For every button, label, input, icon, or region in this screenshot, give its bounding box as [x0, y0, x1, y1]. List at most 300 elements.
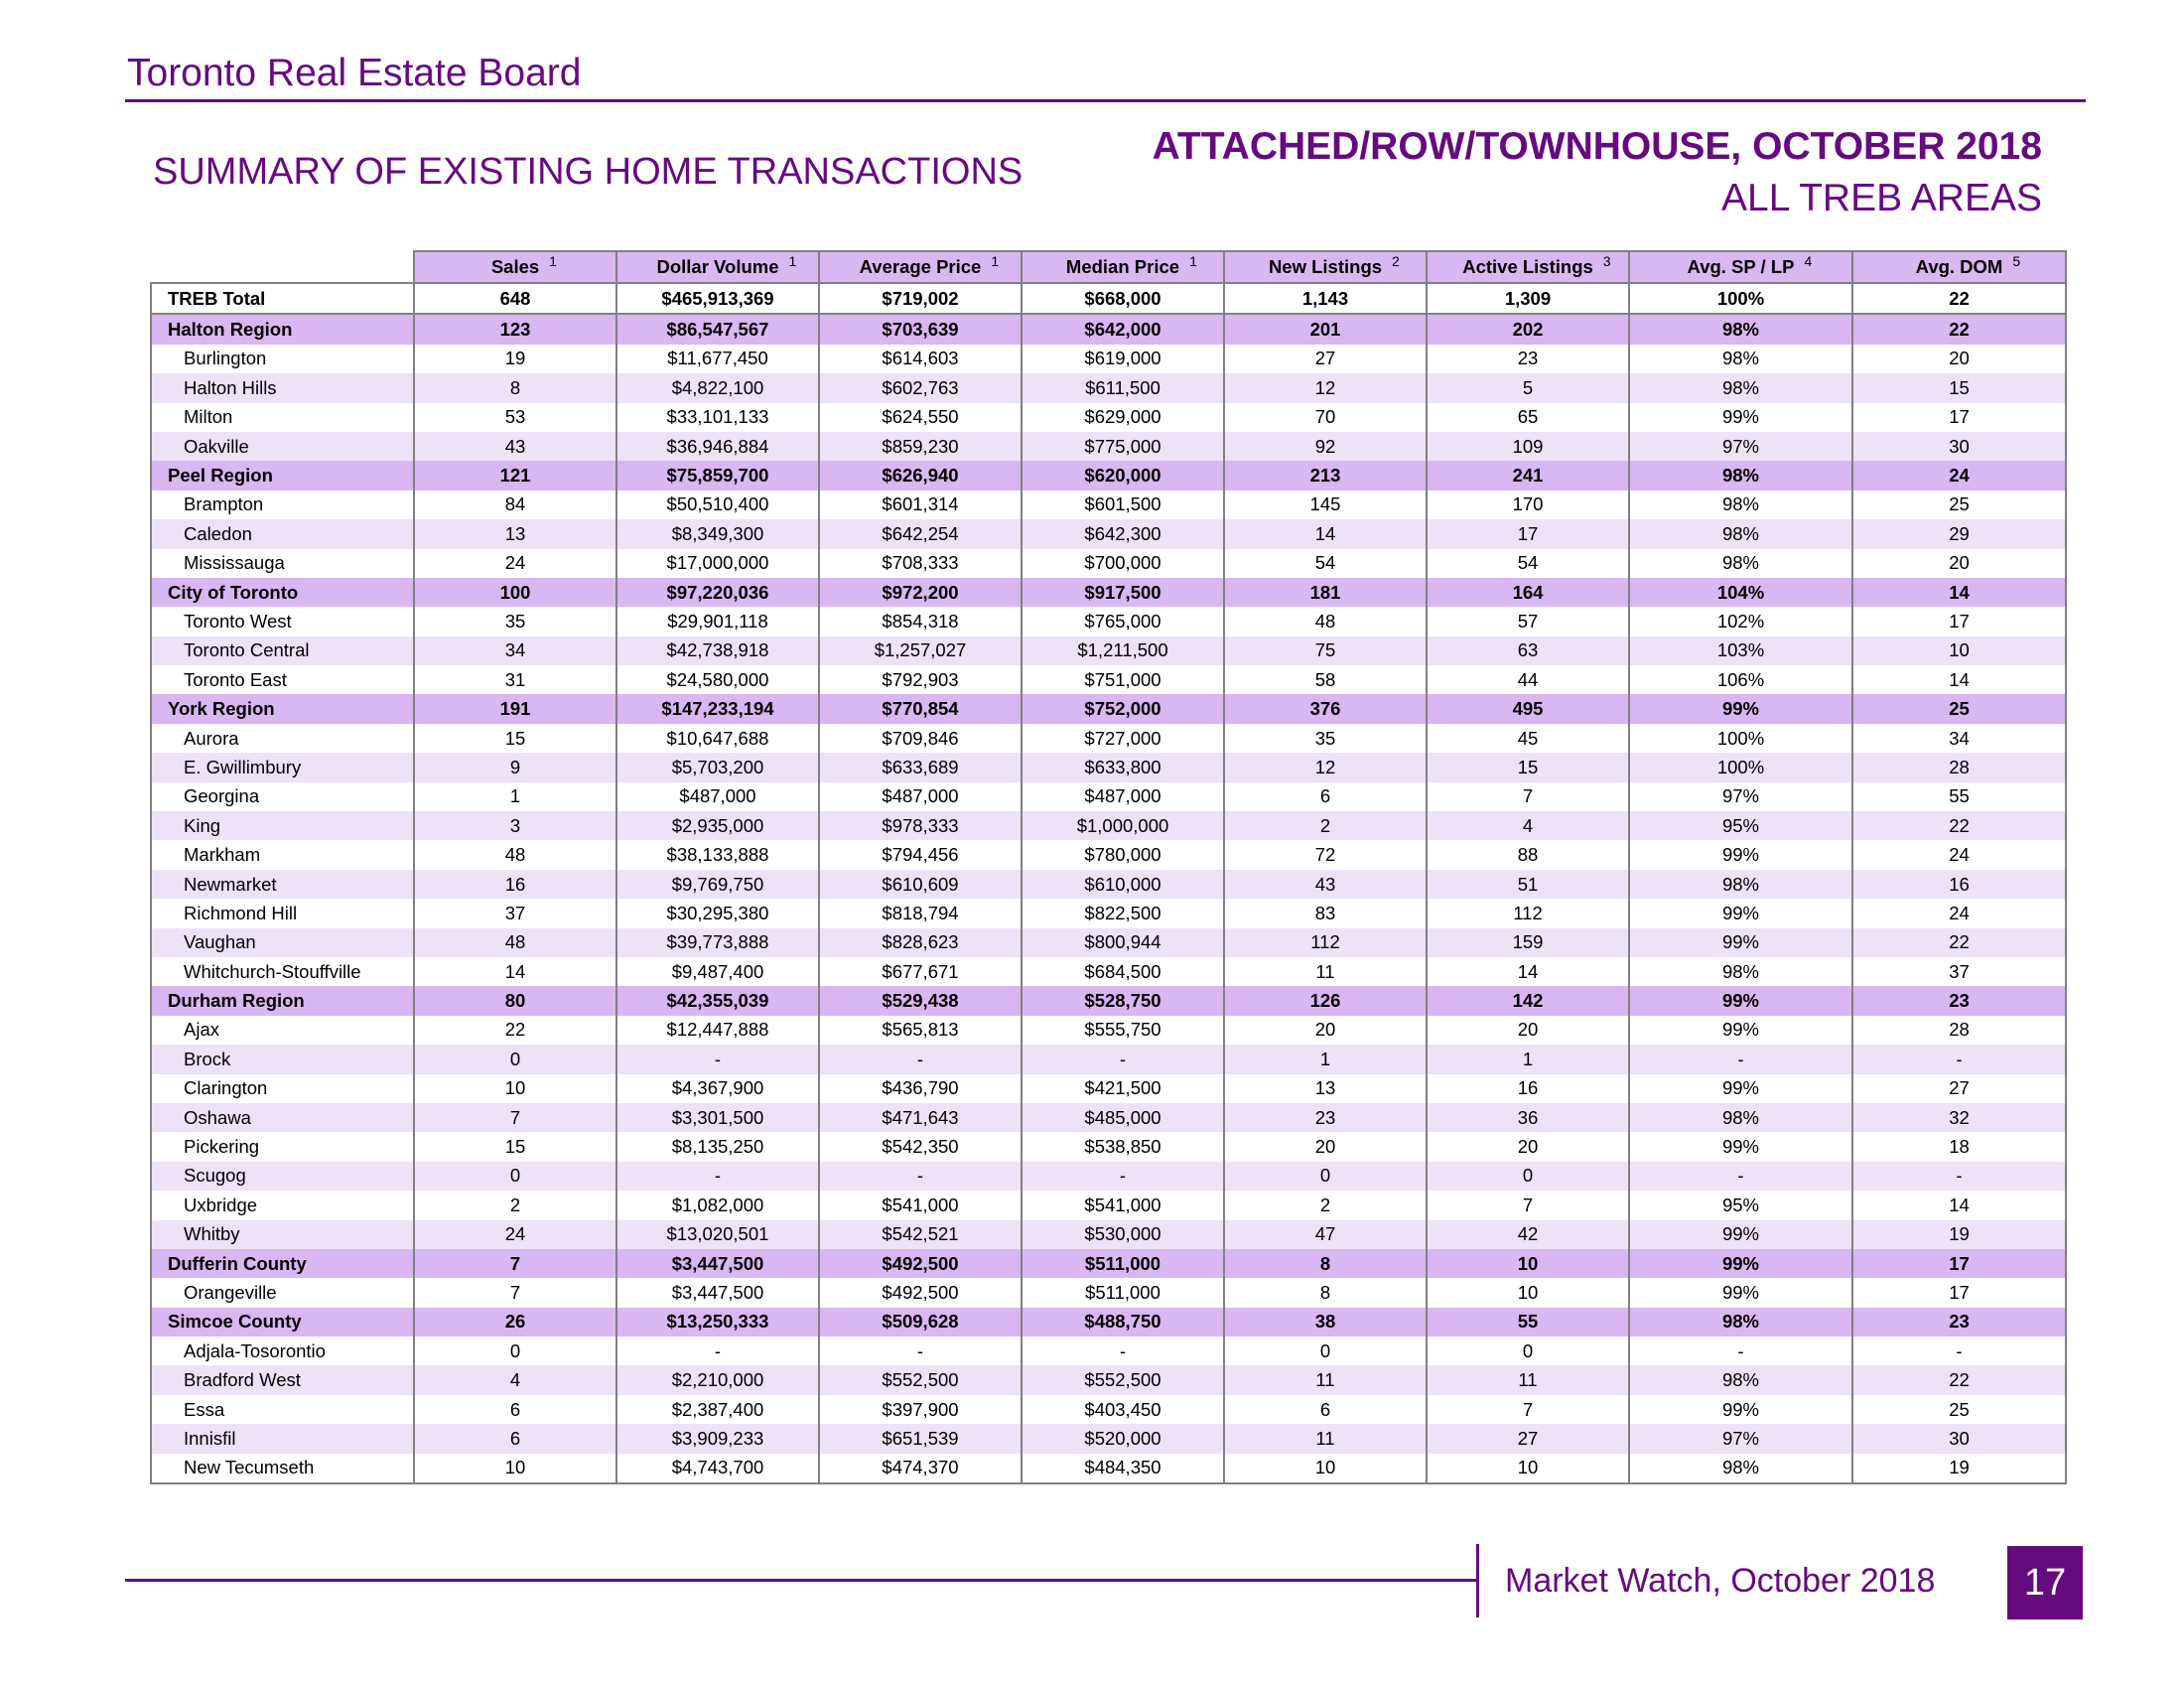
table-cell: $471,643 — [819, 1103, 1022, 1132]
area-name-text: Caledon — [184, 522, 252, 544]
table-cell: - — [1852, 1045, 2066, 1073]
table-cell: $775,000 — [1022, 432, 1224, 461]
area-name-text: Clarington — [184, 1077, 268, 1099]
table-cell: 6 — [1224, 782, 1427, 811]
table-cell: $542,350 — [819, 1132, 1022, 1161]
table-cell: 25 — [1852, 1395, 2066, 1424]
column-label: Dollar Volume — [656, 256, 779, 277]
table-cell: 29 — [1852, 519, 2066, 548]
report-areas: ALL TREB AREAS — [1721, 177, 2042, 219]
table-cell: 106% — [1629, 665, 1852, 694]
table-cell: 72 — [1224, 840, 1427, 869]
table-cell: 11 — [1224, 957, 1427, 986]
table-cell: 35 — [1224, 724, 1427, 753]
column-header — [1224, 251, 1427, 283]
table-cell: $552,500 — [1022, 1365, 1224, 1394]
table-row — [151, 1045, 2066, 1073]
table-cell: 7 — [414, 1249, 616, 1278]
table-cell: 23 — [1427, 345, 1629, 373]
table-cell: 30 — [1852, 1424, 2066, 1453]
table-cell: 11 — [1224, 1424, 1427, 1453]
table-row — [151, 549, 2066, 578]
area-name — [151, 1103, 414, 1132]
table-cell: 3 — [414, 811, 616, 840]
table-cell: 142 — [1427, 986, 1629, 1015]
table-cell: $972,200 — [819, 578, 1022, 607]
table-cell: $800,944 — [1022, 928, 1224, 957]
area-name — [151, 1220, 414, 1249]
top-divider — [125, 99, 2086, 102]
area-name-text: Brock — [184, 1048, 231, 1069]
table-cell: 99% — [1629, 694, 1852, 723]
column-header — [1629, 251, 1852, 283]
table-cell: 14 — [1427, 957, 1629, 986]
table-cell: $5,703,200 — [616, 753, 819, 781]
table-row — [151, 1074, 2066, 1103]
table-cell: 19 — [1852, 1220, 2066, 1249]
table-cell: 84 — [414, 491, 616, 519]
area-name — [151, 1395, 414, 1424]
table-cell: 2 — [414, 1191, 616, 1219]
table-cell: 98% — [1629, 373, 1852, 402]
area-name — [151, 1336, 414, 1365]
table-cell: 14 — [1852, 578, 2066, 607]
table-cell: 14 — [1224, 519, 1427, 548]
table-cell: 44 — [1427, 665, 1629, 694]
area-name — [151, 1454, 414, 1483]
table-cell: 16 — [1852, 870, 2066, 899]
table-cell: 0 — [1224, 1162, 1427, 1191]
table-cell: $3,447,500 — [616, 1249, 819, 1278]
table-cell: 100% — [1629, 753, 1852, 781]
table-cell: 99% — [1629, 928, 1852, 957]
area-name — [151, 957, 414, 986]
table-cell: $474,370 — [819, 1454, 1022, 1483]
table-cell: $684,500 — [1022, 957, 1224, 986]
table-row — [151, 870, 2066, 899]
table-cell: 0 — [414, 1045, 616, 1073]
table-cell: 19 — [414, 345, 616, 373]
area-name — [151, 665, 414, 694]
table-cell: 99% — [1629, 1395, 1852, 1424]
table-cell: 24 — [414, 549, 616, 578]
table-cell: - — [1022, 1045, 1224, 1073]
area-name — [151, 811, 414, 840]
table-cell: $611,500 — [1022, 373, 1224, 402]
table-cell: $1,211,500 — [1022, 636, 1224, 665]
table-cell: $917,500 — [1022, 578, 1224, 607]
table-cell: $42,738,918 — [616, 636, 819, 665]
table-cell: $528,750 — [1022, 986, 1224, 1015]
area-name-text: Halton Region — [168, 319, 293, 341]
table-cell: $633,689 — [819, 753, 1022, 781]
table-cell: 7 — [1427, 1191, 1629, 1219]
table-row — [151, 957, 2066, 986]
table-row — [151, 1191, 2066, 1219]
table-cell: 16 — [1427, 1074, 1629, 1103]
table-cell: 99% — [1629, 1132, 1852, 1161]
table-cell: $487,000 — [1022, 782, 1224, 811]
region-row — [151, 986, 2066, 1015]
area-name-text: Dufferin County — [168, 1252, 307, 1274]
table-cell: $86,547,567 — [616, 314, 819, 344]
area-name-text: City of Toronto — [168, 581, 299, 603]
table-row — [151, 373, 2066, 402]
area-name — [151, 491, 414, 519]
area-name — [151, 432, 414, 461]
table-cell: 98% — [1629, 519, 1852, 548]
table-cell: 5 — [1427, 373, 1629, 402]
area-name-text: E. Gwillimbury — [184, 756, 302, 777]
table-cell: - — [1629, 1336, 1852, 1365]
area-name-text: Aurora — [184, 727, 239, 749]
table-cell: 1,143 — [1224, 283, 1427, 314]
table-cell: 97% — [1629, 1424, 1852, 1453]
table-cell: 241 — [1427, 461, 1629, 490]
table-cell: 23 — [1852, 986, 2066, 1015]
area-name-text: King — [184, 814, 221, 836]
area-name-text: Peel Region — [168, 465, 273, 487]
table-cell: 0 — [414, 1336, 616, 1365]
table-cell: 14 — [1852, 1191, 2066, 1219]
table-cell: 13 — [1224, 1074, 1427, 1103]
table-cell: $626,940 — [819, 461, 1022, 490]
table-row — [151, 519, 2066, 548]
table-cell: 14 — [1852, 665, 2066, 694]
table-cell: $629,000 — [1022, 403, 1224, 432]
table-cell: 54 — [1427, 549, 1629, 578]
table-cell: 0 — [1427, 1162, 1629, 1191]
table-cell: $4,743,700 — [616, 1454, 819, 1483]
table-cell: 6 — [414, 1395, 616, 1424]
table-cell: $9,769,750 — [616, 870, 819, 899]
table-cell: 17 — [1852, 1278, 2066, 1307]
table-cell: $978,333 — [819, 811, 1022, 840]
table-body — [151, 283, 2066, 1483]
area-name — [151, 519, 414, 548]
table-cell: 4 — [1427, 811, 1629, 840]
publication-name: Market Watch, October 2018 — [1505, 1562, 1936, 1600]
table-cell: - — [616, 1045, 819, 1073]
table-cell: - — [819, 1162, 1022, 1191]
table-cell: 99% — [1629, 1220, 1852, 1249]
column-label: Sales — [490, 256, 540, 277]
table-cell: 109 — [1427, 432, 1629, 461]
table-cell: 14 — [414, 957, 616, 986]
table-cell: 0 — [1427, 1336, 1629, 1365]
table-cell: 45 — [1427, 724, 1629, 753]
area-name-text: Milton — [184, 406, 233, 428]
area-name-text: Markham — [184, 844, 261, 866]
table-cell: $530,000 — [1022, 1220, 1224, 1249]
table-cell: $538,850 — [1022, 1132, 1224, 1161]
table-cell: 65 — [1427, 403, 1629, 432]
table-cell: $780,000 — [1022, 840, 1224, 869]
table-cell: 8 — [1224, 1278, 1427, 1307]
table-cell: 22 — [1852, 283, 2066, 314]
table-cell: $610,000 — [1022, 870, 1224, 899]
table-cell: $397,900 — [819, 1395, 1022, 1424]
table-cell: 10 — [1852, 636, 2066, 665]
area-name-text: Pickering — [184, 1136, 260, 1158]
table-cell: 34 — [414, 636, 616, 665]
region-row — [151, 461, 2066, 490]
table-cell: 17 — [1852, 607, 2066, 635]
table-cell: 15 — [1427, 753, 1629, 781]
column-header — [1022, 251, 1224, 283]
column-header — [1427, 251, 1629, 283]
table-cell: 20 — [1427, 1016, 1629, 1045]
table-cell: $9,487,400 — [616, 957, 819, 986]
table-cell: $642,000 — [1022, 314, 1224, 344]
table-cell: 10 — [414, 1074, 616, 1103]
table-cell: $651,539 — [819, 1424, 1022, 1453]
table-cell: 126 — [1224, 986, 1427, 1015]
table-cell: 22 — [414, 1016, 616, 1045]
area-name — [151, 578, 414, 607]
table-row — [151, 491, 2066, 519]
table-cell: 1 — [414, 782, 616, 811]
table-cell: 100% — [1629, 724, 1852, 753]
table-cell: $642,300 — [1022, 519, 1224, 548]
table-cell: $601,500 — [1022, 491, 1224, 519]
area-name-text: Toronto East — [184, 668, 287, 690]
table-cell: $487,000 — [819, 782, 1022, 811]
area-name — [151, 753, 414, 781]
table-cell: 10 — [414, 1454, 616, 1483]
column-footnote: 1 — [549, 253, 557, 269]
table-cell: 12 — [1224, 753, 1427, 781]
table-cell: $828,623 — [819, 928, 1022, 957]
column-footnote: 2 — [1392, 253, 1400, 269]
table-cell: 25 — [1852, 694, 2066, 723]
table-cell: 80 — [414, 986, 616, 1015]
table-cell: 15 — [414, 1132, 616, 1161]
area-name — [151, 549, 414, 578]
table-cell: 159 — [1427, 928, 1629, 957]
table-cell: 22 — [1852, 811, 2066, 840]
table-cell: 17 — [1852, 1249, 2066, 1278]
table-cell: - — [1852, 1162, 2066, 1191]
column-footnote: 1 — [788, 253, 797, 269]
table-cell: 98% — [1629, 549, 1852, 578]
table-cell: 24 — [414, 1220, 616, 1249]
table-cell: 7 — [1427, 1395, 1629, 1424]
table-row — [151, 607, 2066, 635]
table-cell: 58 — [1224, 665, 1427, 694]
area-name-text: Uxbridge — [184, 1194, 258, 1215]
table-cell: $39,773,888 — [616, 928, 819, 957]
table-cell: - — [1629, 1045, 1852, 1073]
table-cell: 26 — [414, 1308, 616, 1336]
table-cell: 23 — [1224, 1103, 1427, 1132]
area-name — [151, 1278, 414, 1307]
area-name-text: Simcoe County — [168, 1311, 302, 1333]
table-cell: $541,000 — [1022, 1191, 1224, 1219]
table-cell: 2 — [1224, 811, 1427, 840]
table-cell: $3,301,500 — [616, 1103, 819, 1132]
header-corner — [151, 251, 414, 283]
table-cell: $700,000 — [1022, 549, 1224, 578]
org-title: Toronto Real Estate Board — [127, 52, 582, 94]
table-cell: 145 — [1224, 491, 1427, 519]
region-row — [151, 1249, 2066, 1278]
table-cell: 24 — [1852, 840, 2066, 869]
table-cell: 7 — [414, 1278, 616, 1307]
table-cell: 16 — [414, 870, 616, 899]
column-header — [819, 251, 1022, 283]
area-name — [151, 899, 414, 927]
area-name — [151, 314, 414, 344]
table-row — [151, 1395, 2066, 1424]
area-name — [151, 461, 414, 490]
table-cell: 164 — [1427, 578, 1629, 607]
area-name-text: Whitchurch-Stouffville — [184, 960, 361, 982]
region-row — [151, 1308, 2066, 1336]
table-cell: 34 — [1852, 724, 2066, 753]
table-cell: $4,822,100 — [616, 373, 819, 402]
table-cell: 51 — [1427, 870, 1629, 899]
table-cell: $12,447,888 — [616, 1016, 819, 1045]
table-cell: 648 — [414, 283, 616, 314]
table-cell: $1,082,000 — [616, 1191, 819, 1219]
area-name-text: Richmond Hill — [184, 902, 298, 923]
table-cell: 103% — [1629, 636, 1852, 665]
table-cell: 7 — [1427, 782, 1629, 811]
table-row — [151, 1365, 2066, 1394]
table-cell: $511,000 — [1022, 1249, 1224, 1278]
table-cell: 8 — [1224, 1249, 1427, 1278]
table-cell: 99% — [1629, 899, 1852, 927]
table-cell: - — [1852, 1336, 2066, 1365]
table-cell: 48 — [414, 928, 616, 957]
table-row — [151, 1162, 2066, 1191]
column-label: New Listings — [1268, 256, 1383, 277]
table-row — [151, 1220, 2066, 1249]
table-cell: 70 — [1224, 403, 1427, 432]
table-cell: 20 — [1852, 549, 2066, 578]
table-cell: 47 — [1224, 1220, 1427, 1249]
table-cell: $555,750 — [1022, 1016, 1224, 1045]
table-cell: $485,000 — [1022, 1103, 1224, 1132]
region-row — [151, 694, 2066, 723]
table-cell: 20 — [1427, 1132, 1629, 1161]
table-cell: $42,355,039 — [616, 986, 819, 1015]
area-name — [151, 840, 414, 869]
table-row — [151, 899, 2066, 927]
table-cell: 10 — [1427, 1278, 1629, 1307]
table-cell: 99% — [1629, 403, 1852, 432]
table-cell: 63 — [1427, 636, 1629, 665]
area-name-text: Toronto Central — [184, 639, 310, 661]
summary-title: SUMMARY OF EXISTING HOME TRANSACTIONS — [153, 151, 1024, 193]
table-cell: 10 — [1224, 1454, 1427, 1483]
table-cell: 0 — [414, 1162, 616, 1191]
table-cell: 53 — [414, 403, 616, 432]
table-cell: 92 — [1224, 432, 1427, 461]
table-cell: - — [616, 1336, 819, 1365]
table-cell: 15 — [1852, 373, 2066, 402]
footer-separator — [1476, 1544, 1479, 1618]
table-cell: - — [1629, 1162, 1852, 1191]
table-row — [151, 840, 2066, 869]
table-row — [151, 432, 2066, 461]
table-cell: 22 — [1852, 928, 2066, 957]
table-cell: $727,000 — [1022, 724, 1224, 753]
table-cell: $17,000,000 — [616, 549, 819, 578]
column-label: Avg. SP / LP — [1687, 256, 1795, 277]
table-cell: 98% — [1629, 1365, 1852, 1394]
table-cell: 181 — [1224, 578, 1427, 607]
table-cell: 18 — [1852, 1132, 2066, 1161]
table-cell: 1,309 — [1427, 283, 1629, 314]
table-cell: 123 — [414, 314, 616, 344]
table-cell: - — [1022, 1336, 1224, 1365]
table-cell: 17 — [1852, 403, 2066, 432]
table-cell: $11,677,450 — [616, 345, 819, 373]
table-cell: $529,438 — [819, 986, 1022, 1015]
table-cell: $633,800 — [1022, 753, 1224, 781]
area-name — [151, 403, 414, 432]
table-cell: 48 — [414, 840, 616, 869]
table-cell: 83 — [1224, 899, 1427, 927]
table-cell: 20 — [1852, 345, 2066, 373]
table-cell: $24,580,000 — [616, 665, 819, 694]
table-row — [151, 403, 2066, 432]
table-cell: $642,254 — [819, 519, 1022, 548]
table-cell: $10,647,688 — [616, 724, 819, 753]
table-cell: 57 — [1427, 607, 1629, 635]
area-name — [151, 928, 414, 957]
table-cell: 42 — [1427, 1220, 1629, 1249]
table-cell: 11 — [1224, 1365, 1427, 1394]
table-cell: 22 — [1852, 1365, 2066, 1394]
table-cell: 36 — [1427, 1103, 1629, 1132]
area-name — [151, 1162, 414, 1191]
table-cell: $770,854 — [819, 694, 1022, 723]
table-cell: $2,935,000 — [616, 811, 819, 840]
table-cell: $13,250,333 — [616, 1308, 819, 1336]
table-cell: $147,233,194 — [616, 694, 819, 723]
table-cell: $854,318 — [819, 607, 1022, 635]
area-name — [151, 782, 414, 811]
table-cell: 43 — [1224, 870, 1427, 899]
area-name-text: Essa — [184, 1398, 225, 1420]
table-cell: 191 — [414, 694, 616, 723]
table-cell: $36,946,884 — [616, 432, 819, 461]
area-name-text: Burlington — [184, 348, 267, 369]
area-name-text: Oakville — [184, 435, 249, 457]
table-cell: 99% — [1629, 1074, 1852, 1103]
table-cell: 17 — [1427, 519, 1629, 548]
table-cell: 100 — [414, 578, 616, 607]
table-cell: $765,000 — [1022, 607, 1224, 635]
area-name — [151, 1308, 414, 1336]
column-label: Active Listings — [1462, 256, 1593, 277]
table-cell: 27 — [1852, 1074, 2066, 1103]
table-cell: $792,903 — [819, 665, 1022, 694]
table-cell: 202 — [1427, 314, 1629, 344]
area-name — [151, 986, 414, 1015]
table-cell: 11 — [1427, 1365, 1629, 1394]
area-name — [151, 1249, 414, 1278]
table-cell: 48 — [1224, 607, 1427, 635]
table-cell: 97% — [1629, 432, 1852, 461]
table-cell: 98% — [1629, 957, 1852, 986]
region-row — [151, 578, 2066, 607]
table-cell: $520,000 — [1022, 1424, 1224, 1453]
table-cell: $403,450 — [1022, 1395, 1224, 1424]
